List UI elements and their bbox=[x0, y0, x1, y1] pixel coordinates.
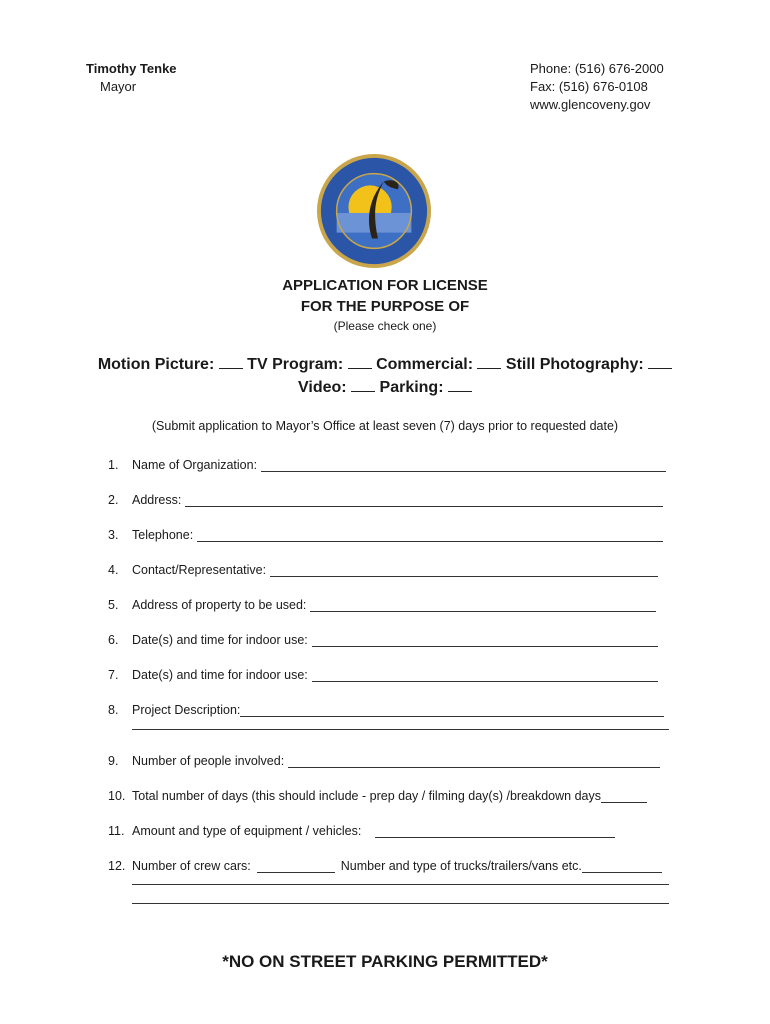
organization-name-input[interactable] bbox=[261, 457, 666, 472]
field-row-indoor-dates-2 bbox=[108, 662, 658, 682]
field-label: Number of people involved: bbox=[132, 754, 285, 768]
telephone-input[interactable] bbox=[197, 527, 663, 542]
field-number: 7. bbox=[108, 668, 119, 682]
fax-text: Fax: (516) 676-0108 bbox=[530, 79, 648, 94]
total-days-input[interactable] bbox=[601, 788, 647, 803]
still-photography-label: Still Photography: bbox=[505, 356, 644, 373]
mayor-title: Mayor bbox=[100, 79, 137, 94]
field-number: 1. bbox=[108, 458, 119, 472]
field-label: Number of crew cars: bbox=[132, 859, 251, 873]
field-number: 6. bbox=[108, 633, 119, 647]
field-row-people bbox=[108, 748, 660, 768]
purpose-options bbox=[0, 353, 770, 399]
motion-picture-label: Motion Picture: bbox=[97, 356, 215, 373]
field-label: Address of property to be used: bbox=[132, 598, 307, 612]
field-row-organization bbox=[108, 452, 666, 472]
tv-program-checkbox[interactable] bbox=[348, 353, 372, 369]
check-one-note: (Please check one) bbox=[333, 319, 437, 333]
commercial-checkbox[interactable] bbox=[477, 353, 501, 369]
people-involved-input[interactable] bbox=[288, 753, 660, 768]
field-label: Date(s) and time for indoor use: bbox=[132, 668, 308, 682]
field-label: Contact/Representative: bbox=[132, 563, 267, 577]
field-label: Telephone: bbox=[132, 528, 194, 542]
field-row-address bbox=[108, 487, 663, 507]
phone-text: Phone: (516) 676-2000 bbox=[530, 61, 664, 76]
field-row-indoor-dates-1 bbox=[108, 627, 658, 647]
submit-instructions: (Submit application to Mayor’s Office at least seven (7) days prior to requested date) bbox=[151, 419, 619, 433]
video-checkbox[interactable] bbox=[351, 376, 375, 392]
field-label: Date(s) and time for indoor use: bbox=[132, 633, 308, 647]
commercial-label: Commercial: bbox=[376, 356, 474, 373]
equipment-vehicles-input[interactable] bbox=[375, 823, 615, 838]
field-label: Name of Organization: bbox=[132, 458, 258, 472]
field-number: 3. bbox=[108, 528, 119, 542]
field-number: 2. bbox=[108, 493, 119, 507]
form-title bbox=[0, 275, 770, 317]
project-description-line-2[interactable] bbox=[132, 729, 669, 730]
field-label: Project Description: bbox=[132, 703, 241, 717]
property-address-input[interactable] bbox=[310, 597, 656, 612]
field-label-secondary: Number and type of trucks/trailers/vans etc. bbox=[340, 859, 582, 873]
mayor-block bbox=[86, 60, 177, 96]
tv-program-label: TV Program: bbox=[247, 356, 344, 373]
video-label: Video: bbox=[298, 379, 347, 396]
mayor-name: Timothy Tenke bbox=[86, 61, 177, 76]
trucks-trailers-line-3[interactable] bbox=[132, 903, 669, 904]
field-number: 4. bbox=[108, 563, 119, 577]
field-label: Amount and type of equipment / vehicles: bbox=[132, 824, 362, 838]
trucks-trailers-line-2[interactable] bbox=[132, 884, 669, 885]
field-number: 12. bbox=[108, 859, 126, 873]
city-seal-icon bbox=[315, 152, 433, 270]
parking-label: Parking: bbox=[379, 379, 444, 396]
website-link[interactable]: www.glencoveny.gov bbox=[530, 97, 651, 112]
field-row-equipment bbox=[108, 818, 615, 838]
indoor-dates-input-1[interactable] bbox=[312, 632, 658, 647]
field-label: Total number of days (this should include - prep day / filming day(s) /breakdown days bbox=[132, 789, 601, 803]
motion-picture-checkbox[interactable] bbox=[219, 353, 243, 369]
field-number: 10. bbox=[108, 789, 126, 803]
field-number: 9. bbox=[108, 754, 119, 768]
trucks-trailers-input[interactable] bbox=[582, 858, 662, 873]
crew-cars-input[interactable] bbox=[257, 858, 335, 873]
address-input[interactable] bbox=[185, 492, 663, 507]
indoor-dates-input-2[interactable] bbox=[312, 667, 658, 682]
field-row-property-address bbox=[108, 592, 656, 612]
project-description-input[interactable] bbox=[240, 702, 664, 717]
title-line-1: APPLICATION FOR LICENSE bbox=[282, 277, 488, 294]
field-row-contact bbox=[108, 557, 658, 577]
field-row-telephone bbox=[108, 522, 663, 542]
field-number: 11. bbox=[108, 824, 125, 838]
no-parking-notice: *NO ON STREET PARKING PERMITTED* bbox=[222, 952, 548, 971]
still-photography-checkbox[interactable] bbox=[648, 353, 672, 369]
title-line-2: FOR THE PURPOSE OF bbox=[300, 298, 470, 315]
field-number: 5. bbox=[108, 598, 119, 612]
field-row-total-days bbox=[108, 783, 647, 803]
field-row-project-description bbox=[108, 697, 664, 717]
contact-representative-input[interactable] bbox=[270, 562, 658, 577]
parking-checkbox[interactable] bbox=[448, 376, 472, 392]
field-row-crew-cars bbox=[108, 853, 662, 873]
contact-block bbox=[530, 60, 664, 114]
field-number: 8. bbox=[108, 703, 119, 717]
field-label: Address: bbox=[132, 493, 182, 507]
